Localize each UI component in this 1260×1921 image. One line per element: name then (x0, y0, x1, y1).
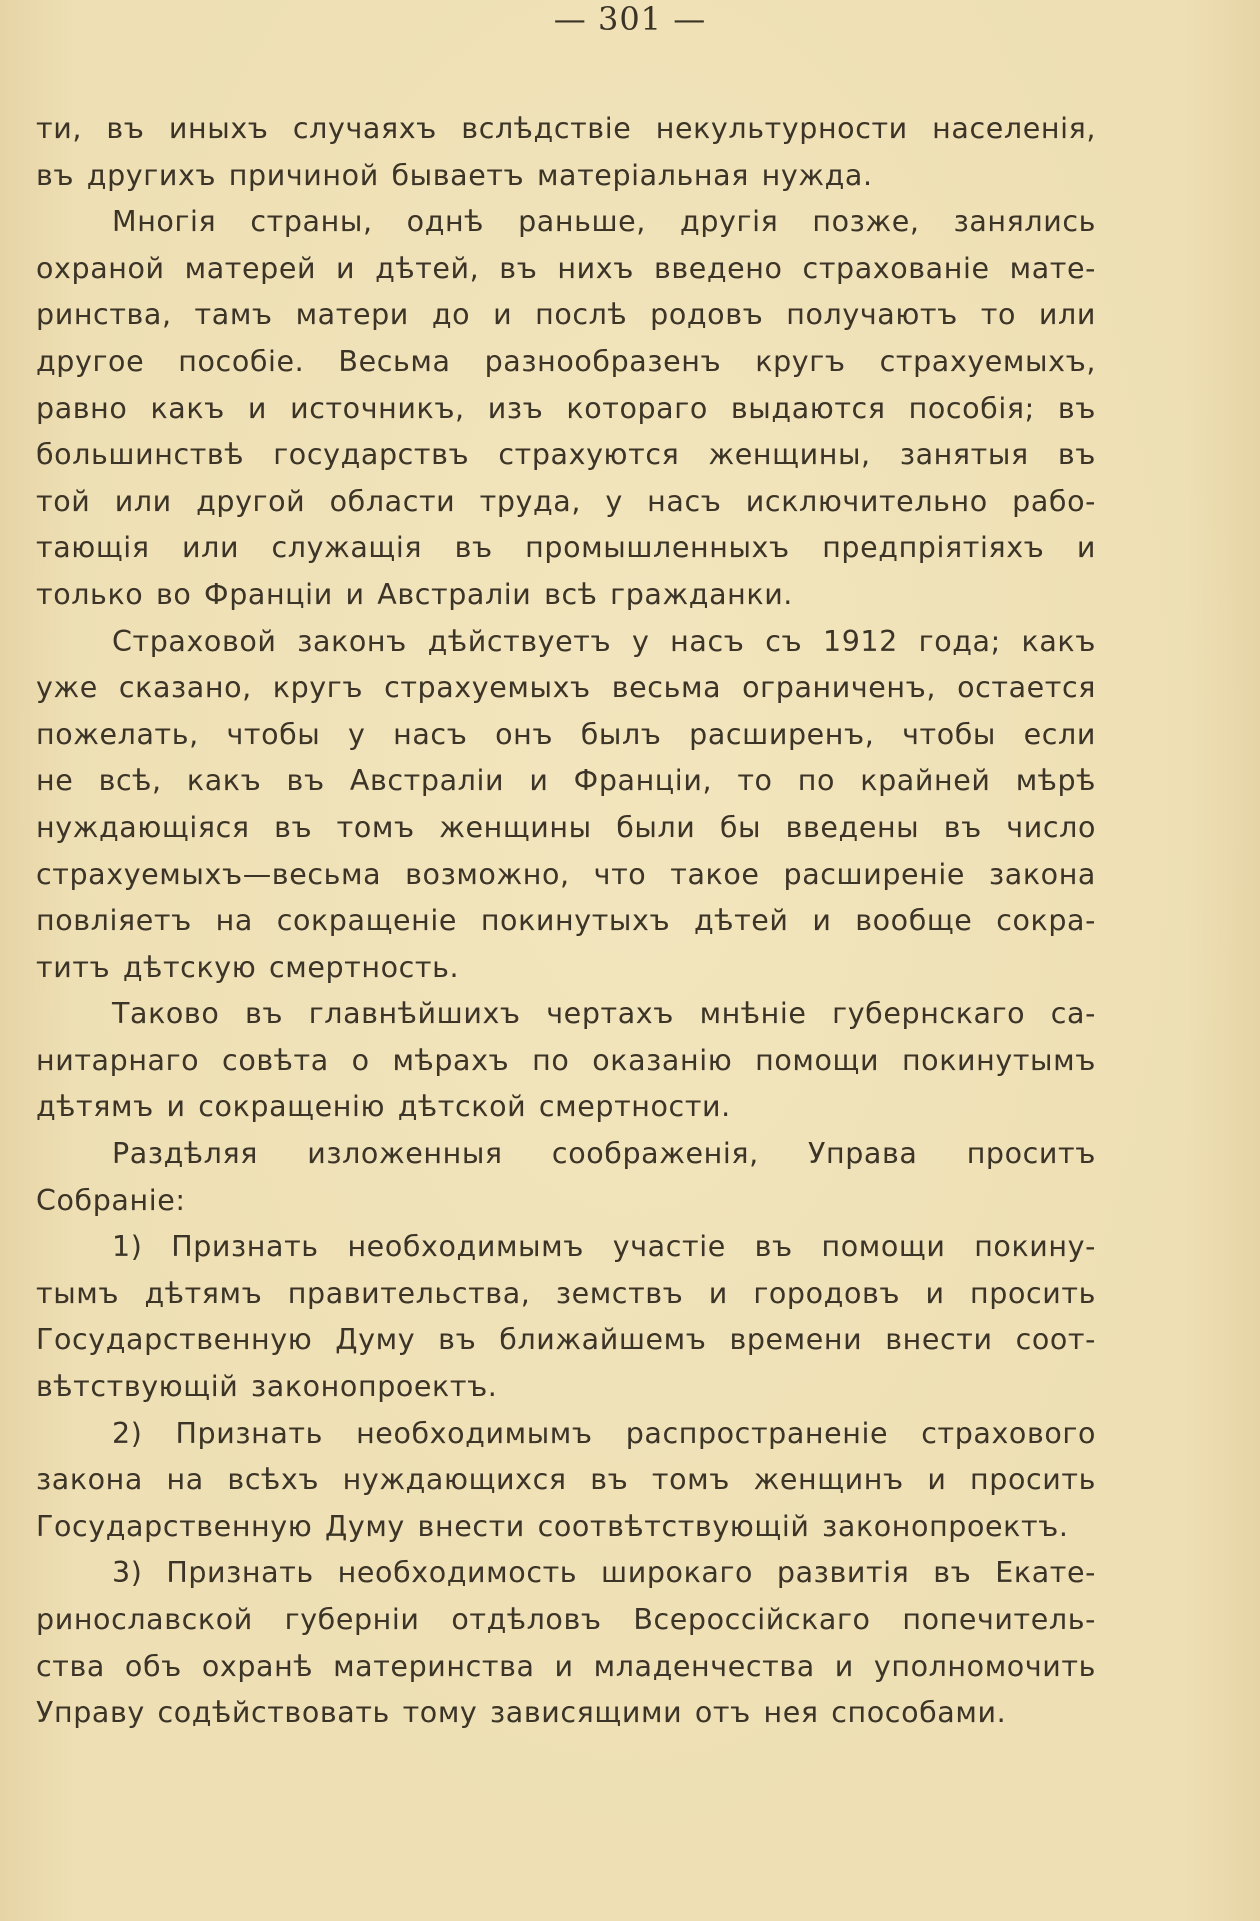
text-line: ринства, тамъ матери до и послѣ родовъ получаютъ то или (36, 298, 1096, 332)
text-line: другое пособіе. Весьма разнообразенъ кругъ страхуемыхъ, (36, 344, 1096, 378)
paragraph (36, 106, 1096, 199)
paragraph (36, 991, 1096, 1131)
paragraph (36, 1224, 1096, 1410)
text-line: Многія страны, однѣ раньше, другія позже, занялись (112, 205, 1096, 239)
text-line: вѣтствующій законопроектъ. (36, 1370, 498, 1404)
page-number: — 301 — (553, 0, 707, 38)
text-line: дѣтямъ и сокращенію дѣтской смертности. (36, 1090, 731, 1124)
text-line: титъ дѣтскую смертность. (36, 950, 460, 984)
paragraph (36, 1131, 1096, 1224)
text-line: 3) Признать необходимость широкаго развитія въ Екате- (112, 1556, 1096, 1590)
text-line: повліяетъ на сокращеніе покинутыхъ дѣтей и вообще сокра- (36, 904, 1096, 938)
text-line: тымъ дѣтямъ правительства, земствъ и городовъ и просить (36, 1276, 1096, 1310)
text-line: закона на всѣхъ нуждающихся въ томъ женщинъ и просить (36, 1463, 1096, 1497)
text-line: охраной матерей и дѣтей, въ нихъ введено страхованіе мате- (36, 251, 1096, 285)
text-line: въ другихъ причиной бываетъ матеріальная нужда. (36, 158, 873, 192)
page-text (36, 106, 1096, 1737)
paragraph (36, 1550, 1096, 1736)
text-line: Управу содѣйствовать тому зависящими отъ нея способами. (36, 1696, 1007, 1730)
text-line: Страховой законъ дѣйствуетъ у насъ съ 1912 года; какъ (112, 624, 1096, 658)
text-line: Раздѣляя изложенныя соображенія, Управа проситъ (112, 1137, 1096, 1171)
text-line: ства объ охранѣ материнства и младенчества и уполномочить (36, 1649, 1096, 1683)
text-line: той или другой области труда, у насъ исключительно рабо- (36, 484, 1096, 518)
text-line: страхуемыхъ—весьма возможно, что такое расширеніе закона (36, 857, 1096, 891)
text-line: равно какъ и источникъ, изъ котораго выдаются пособія; въ (36, 391, 1096, 425)
text-line: только во Франціи и Австраліи всѣ гражданки. (36, 577, 793, 611)
text-line: пожелать, чтобы у насъ онъ былъ расширенъ, чтобы если (36, 717, 1096, 751)
text-line: уже сказано, кругъ страхуемыхъ весьма ограниченъ, остается (36, 671, 1096, 705)
paragraph (36, 199, 1096, 618)
paragraph (36, 1411, 1096, 1551)
text-line: не всѣ, какъ въ Австраліи и Франціи, то по крайней мѣрѣ (36, 764, 1096, 798)
text-line: большинствѣ государствъ страхуются женщины, занятыя въ (36, 438, 1096, 472)
text-line: Таково въ главнѣйшихъ чертахъ мнѣніе губернскаго са- (112, 997, 1096, 1031)
text-line: нитарнаго совѣта о мѣрахъ по оказанію помощи покинутымъ (36, 1043, 1096, 1077)
text-line: Государственную Думу въ ближайшемъ времени внести соот- (36, 1323, 1096, 1357)
text-line: ти, въ иныхъ случаяхъ вслѣдствіе некультурности населенія, (36, 112, 1096, 145)
text-line: нуждающіяся въ томъ женщины были бы введены въ число (36, 810, 1096, 844)
text-line: тающія или служащія въ промышленныхъ предпріятіяхъ и (36, 531, 1096, 565)
text-line: 1) Признать необходимымъ участіе въ помощи покину- (112, 1230, 1096, 1264)
paragraph (36, 619, 1096, 992)
text-line: Государственную Думу внести соотвѣтствующій законопроектъ. (36, 1509, 1069, 1543)
text-line: ринославской губерніи отдѣловъ Всероссійскаго попечитель- (36, 1603, 1096, 1636)
text-line: Собраніе: (36, 1183, 186, 1217)
text-line: 2) Признать необходимымъ распространеніе страхового (112, 1416, 1096, 1450)
